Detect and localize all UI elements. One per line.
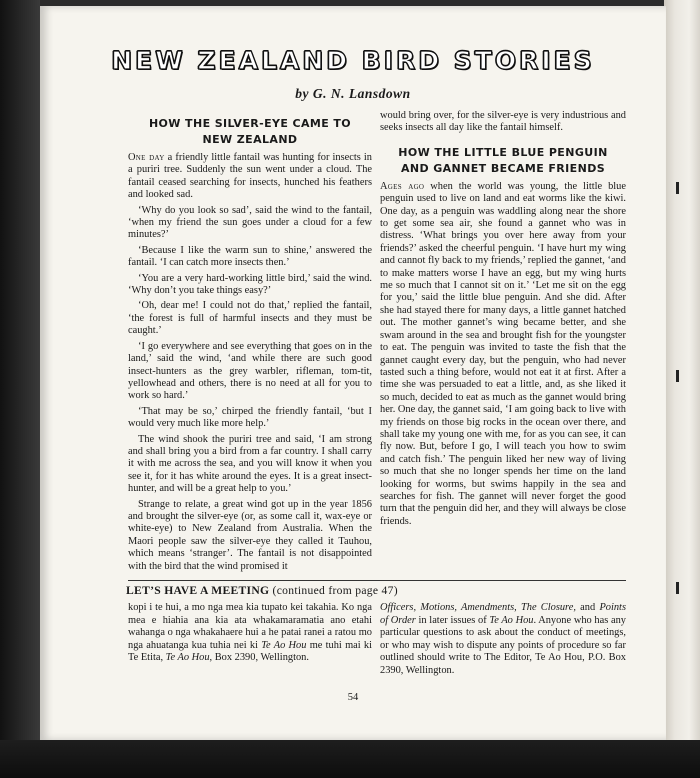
- scan-shadow-left: [0, 0, 40, 778]
- meeting-heading-title: LET’S HAVE A MEETING: [126, 584, 270, 597]
- section-divider: [128, 580, 626, 581]
- story1-p1-text: a friendly little fantail was hunting for insects in a puriri tree. Suddenly the sun went under a cloud. The fantail ceased searching for insects, hunched his feathers and looked sad.: [128, 152, 373, 201]
- story2-body-text: when the world was young, the little blue penguin used to live on land and eat worms like the kiwi. One day, as a penguin was waddling along near the shore to get some sea air, she found a gannet who was in distress. ‘What brings you over here away from your friends?’ asked the cheerful penguin. ‘I have hurt my wing and cannot fly back to my friends,’ replied the gannet, ‘and to make matters worse I have an egg, but my wing hurts me so much that I cannot sit on it.’ ‘Let me sit on the egg for you,’ said the little blue penguin. And she did. After she had stayed there for many days, a little gannet hatched out. The mother gannet’s wing became better, and she swam around in the sea and brought fish for the youngster to eat. The penguin was invited to taste the fish that the gannet caught every day, but the penguin, who had never tasted such a thing before, would not eat it at first. After a time she was persuaded to eat a little, and, as she liked it so much, decided to eat as much as the gannet would bring her. One day, the gannet said, ‘I am going back to live with my friends on those big rocks in the ocean over there, and shall take my young one with me, for as you can see, it can fly now. But, before I go, I will teach you how to swim and catch fish.’ The penguin liked her new way of living so much that she no longer spends her time on the land looking for worms, but swims happily in the sea and searches for fish. The gannet will never forget the good turn that the penguin did her, and they will always be close friends.: [380, 180, 626, 527]
- meeting-heading-suffix: (continued from page 47): [269, 584, 398, 597]
- meeting-left-part: me tuhi mai ki Te Etita,: [128, 639, 372, 663]
- story1-paragraph: ‘That may be so,’ chirped the friendly fantail, ‘but I would very much like more help.’: [128, 405, 372, 430]
- story1-paragraph: ‘Oh, dear me! I could not do that,’ replied the fantail, ‘the forest is full of harmful insects and they must be caught.’: [128, 300, 372, 337]
- story2-lead-caps: Ages ago: [380, 180, 425, 192]
- story2-title: [380, 145, 626, 177]
- meeting-right-part: . Anyone who has any particular questions to ask about the conduct of meetings, or who may wish to dispute any points of procedure so far outlined should write to The Editor, Te Ao Hou, P.O. Box 2390, Wellington.: [380, 614, 626, 676]
- page-number: 54: [347, 692, 359, 703]
- story1-paragraph: ‘I go everywhere and see everything that goes on in the land,’ said the wind, ‘and while there are such good insect-hunters as the grey warbler, rifleman, tom-tit, yellowhead and others, there is no need at all for you to work so hard.’: [128, 340, 372, 402]
- adjacent-page-mark: [676, 370, 679, 382]
- story1-title-line2: NEW ZEALAND: [202, 133, 298, 146]
- byline: by G. N. Lansdown: [295, 86, 411, 101]
- story1-title-line1: HOW THE SILVER-EYE CAME TO: [148, 117, 352, 130]
- meeting-right-part: and: [575, 602, 600, 613]
- meeting-heading: [126, 584, 398, 597]
- page-masthead: NEW ZEALAND BIRD STORIES: [111, 46, 595, 75]
- story1-paragraph: ‘You are a very hard-working little bird,’ said the wind. ‘Why don’t you take things easy?’: [128, 272, 372, 297]
- story2-title-line2: AND GANNET BECAME FRIENDS: [400, 161, 606, 175]
- story1-paragraph: ‘Because I like the warm sun to shine,’ answered the fantail. ‘I can catch more insects then.’: [128, 244, 372, 269]
- meeting-right-italic: Te Ao Hou: [489, 614, 534, 626]
- story2-paragraph: [380, 181, 626, 528]
- story1-paragraph: [128, 152, 372, 202]
- meeting-left-italic: Te Ao Hou: [165, 652, 210, 663]
- adjacent-page-edge: [664, 0, 700, 778]
- meeting-right-text: [380, 602, 626, 677]
- meeting-left-italic: Te Ao Hou: [261, 639, 307, 651]
- meeting-right-part: in later issues of: [415, 614, 490, 626]
- story1-title: [128, 116, 372, 148]
- story1-paragraph: Strange to relate, a great wind got up in the year 1856 and brought the silver-eye (or, as some call it, wax-eye or white-eye) to New Zealand from Australia. When the Maori people saw the silver-eye they called it Tauhou, which means ‘stranger’. The fantail is not disappointed with the bird that the wind promised it: [128, 498, 372, 572]
- story1-lead-caps: One day: [128, 152, 165, 163]
- meeting-left-part: , Box 2390, Wellington.: [209, 652, 309, 663]
- meeting-left-text: [128, 602, 372, 665]
- right-column: [380, 110, 626, 531]
- adjacent-page-mark: [676, 182, 679, 194]
- adjacent-page-mark: [676, 582, 679, 594]
- meeting-left-part: kopi i te hui, a mo nga mea kia tupato kei takahia. Ko nga mea e hiahia ana kia ata whakamaramatia ano etahi wahanga o nga whakahaere hui a he patai ranei a ratou mo nga ahuatanga kua tuhia nei ki: [128, 602, 372, 651]
- meeting-right-italic: Officers, Motions, Amendments, The Closure,: [380, 602, 576, 613]
- story2-title-line1: HOW THE LITTLE BLUE PENGUIN: [398, 145, 608, 159]
- story1-continuation: would bring over, for the silver-eye is very industrious and seeks insects all day like the fantail himself.: [380, 110, 626, 134]
- story1-paragraph: The wind shook the puriri tree and said, ‘I am strong and shall bring you a bird from a far country. I shall carry it with me across the sea, and you will know it when you see it, for it has white around the eyes. It is a great insect-hunter, and will be a great help to you.’: [128, 433, 372, 495]
- story1-paragraph: ‘Why do you look so sad’, said the wind to the fantail, ‘when my friend the sun goes under a cloud for a few minutes?’: [128, 204, 372, 241]
- left-column: [128, 110, 372, 576]
- meeting-right-italic: Points of Order: [380, 602, 626, 626]
- magazine-page: [40, 6, 666, 740]
- scan-shadow-bottom: [0, 740, 700, 778]
